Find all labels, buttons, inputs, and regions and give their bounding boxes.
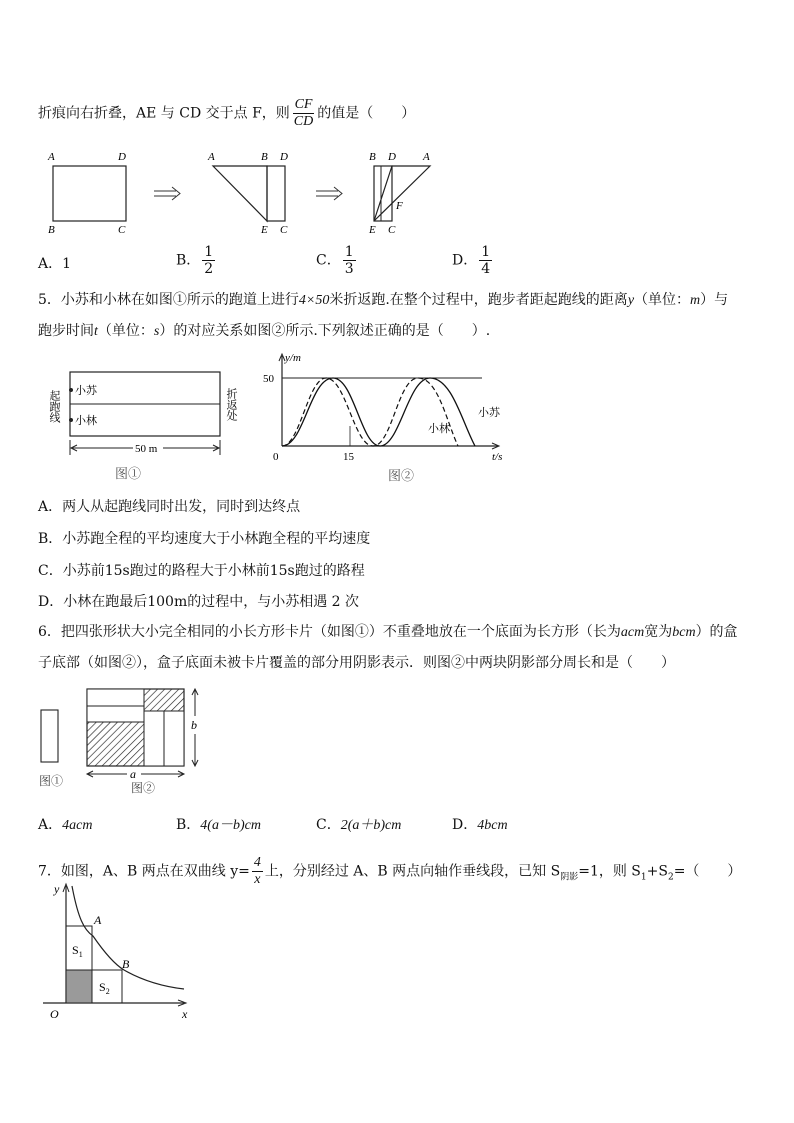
point-a-label: A [94,913,102,927]
q6-stem-line1: 6．把四张形状大小完全相同的小长方形卡片（如图①）不重叠地放在一个底面为长方形（长为acm宽为bcm）的盒 [38,624,738,640]
q4-arrow-icon [154,187,180,200]
q4-option-c[interactable]: C． $\frac{1}{3}$ [316,244,354,277]
q6-option-a[interactable]: A．4acm [38,817,93,833]
q4-label: A [423,151,430,163]
graph-origin: 0 [273,451,279,463]
q4-label: B [369,151,376,163]
graph-xlabel: t/s [492,451,503,463]
card [164,711,184,766]
su-curve-label: 小苏 [478,407,500,419]
graph-ylabel: y/m [285,352,301,364]
q4-option-b[interactable]: B． $\frac{1}{2}$ [176,244,214,277]
q4-label: D [118,151,126,163]
q4-option-a[interactable]: A．1 [38,256,72,272]
axis-y-label: y [54,882,60,896]
q7-fraction: $\frac{4}{x}$ [253,855,261,887]
fig1-caption: 图① [115,466,142,481]
dim-b: b [191,718,197,732]
q4-label: A [208,151,215,163]
axis-x-label: x [182,1007,188,1021]
origin-label: O [50,1007,59,1021]
q5-stem-line2: 跑步时间t（单位：s）的对应关系如图②所示.下列叙述正确的是（ ）. [38,323,491,339]
dim-a: a [130,767,136,781]
q4-arrow-icon [316,187,342,200]
card [144,711,164,766]
q6-stem-line2: 子底部（如图②），盒子底面未被卡片覆盖的部分用阴影表示．则图②中两块阴影部分周长和是（ ） [38,655,675,671]
q4-label: B [48,224,55,236]
card [87,689,144,706]
q4-label: C [118,224,126,236]
q7-hyperbola-figure [38,878,208,1028]
q4-folding-figure [40,145,460,240]
card [87,706,144,722]
runner-dot [69,388,73,392]
q4-fraction: $\frac{CF}{CD}$ [293,97,314,129]
s2-label: $S_2$ [99,980,110,996]
fig2-caption: 图② [131,781,156,795]
start-line-label: 起跑线 [48,390,60,423]
q4-label: D [280,151,288,163]
q4-stem: 折痕向右折叠，AE 与 CD 交于点 F，则 $\frac{CF}{CD}$ 的值是（ ） [38,97,416,129]
q4-label: E [369,224,376,236]
q5-option-d[interactable]: D．小林在跑最后100m的过程中，与小苏相遇 2 次 [38,594,360,610]
shaded-region [87,722,144,766]
q4-option-d[interactable]: D． $\frac{1}{4}$ [452,244,491,277]
single-card [41,710,58,762]
distance-label: 50 m [135,443,158,455]
q6-option-b[interactable]: B．4(a－b)cm [176,817,261,833]
runner-dot [69,418,73,422]
turn-label: 折返处 [225,388,237,421]
q5-option-b[interactable]: B．小苏跑全程的平均速度大于小林跑全程的平均速度 [38,531,371,547]
s1-label: $S_1$ [72,943,83,959]
shaded-region [144,689,184,711]
point-b-label: B [122,957,130,971]
q5-option-c[interactable]: C．小苏前15s跑过的路程大于小林前15s跑过的路程 [38,563,365,579]
runner-su-label: 小苏 [75,385,97,397]
q4-label: A [48,151,55,163]
q4-label: C [388,224,396,236]
q7-stem: 7．如图，A、B 两点在双曲线 y= $\frac{4}{x}$ 上，分别经过 A、B 两点向轴作垂线段，已知 $S_{阴影}=1$，则 $S_1+S_2=$（ ） [38,855,742,887]
graph-y50: 50 [263,373,274,385]
shaded-rectangle [66,970,92,1003]
q4-label: D [388,151,396,163]
q4-label: C [280,224,288,236]
q6-option-d[interactable]: D．4bcm [452,817,508,833]
q6-option-c[interactable]: C．2(a＋b)cm [316,817,402,833]
q4-label: B [261,151,268,163]
q5-stem-line1: 5．小苏和小林在如图①所示的跑道上进行4×50米折返跑.在整个过程中，跑步者距起跑线的距离y（单位：m）与 [38,292,729,308]
q4-label: E [261,224,268,236]
fig1-caption: 图① [39,774,64,788]
q4-label: F [396,200,403,212]
q5-track-figure [45,360,245,485]
q5-option-a[interactable]: A．两人从起跑线同时出发，同时到达终点 [38,499,301,515]
lin-curve-label: 小林 [428,423,450,435]
runner-lin-label: 小林 [75,415,97,427]
graph-x15: 15 [343,451,354,463]
su-curve [282,378,475,446]
q6-cards-figure [35,684,225,796]
lin-curve [282,378,458,446]
fig2-caption: 图② [388,468,415,483]
q5-graph-figure [263,350,520,490]
